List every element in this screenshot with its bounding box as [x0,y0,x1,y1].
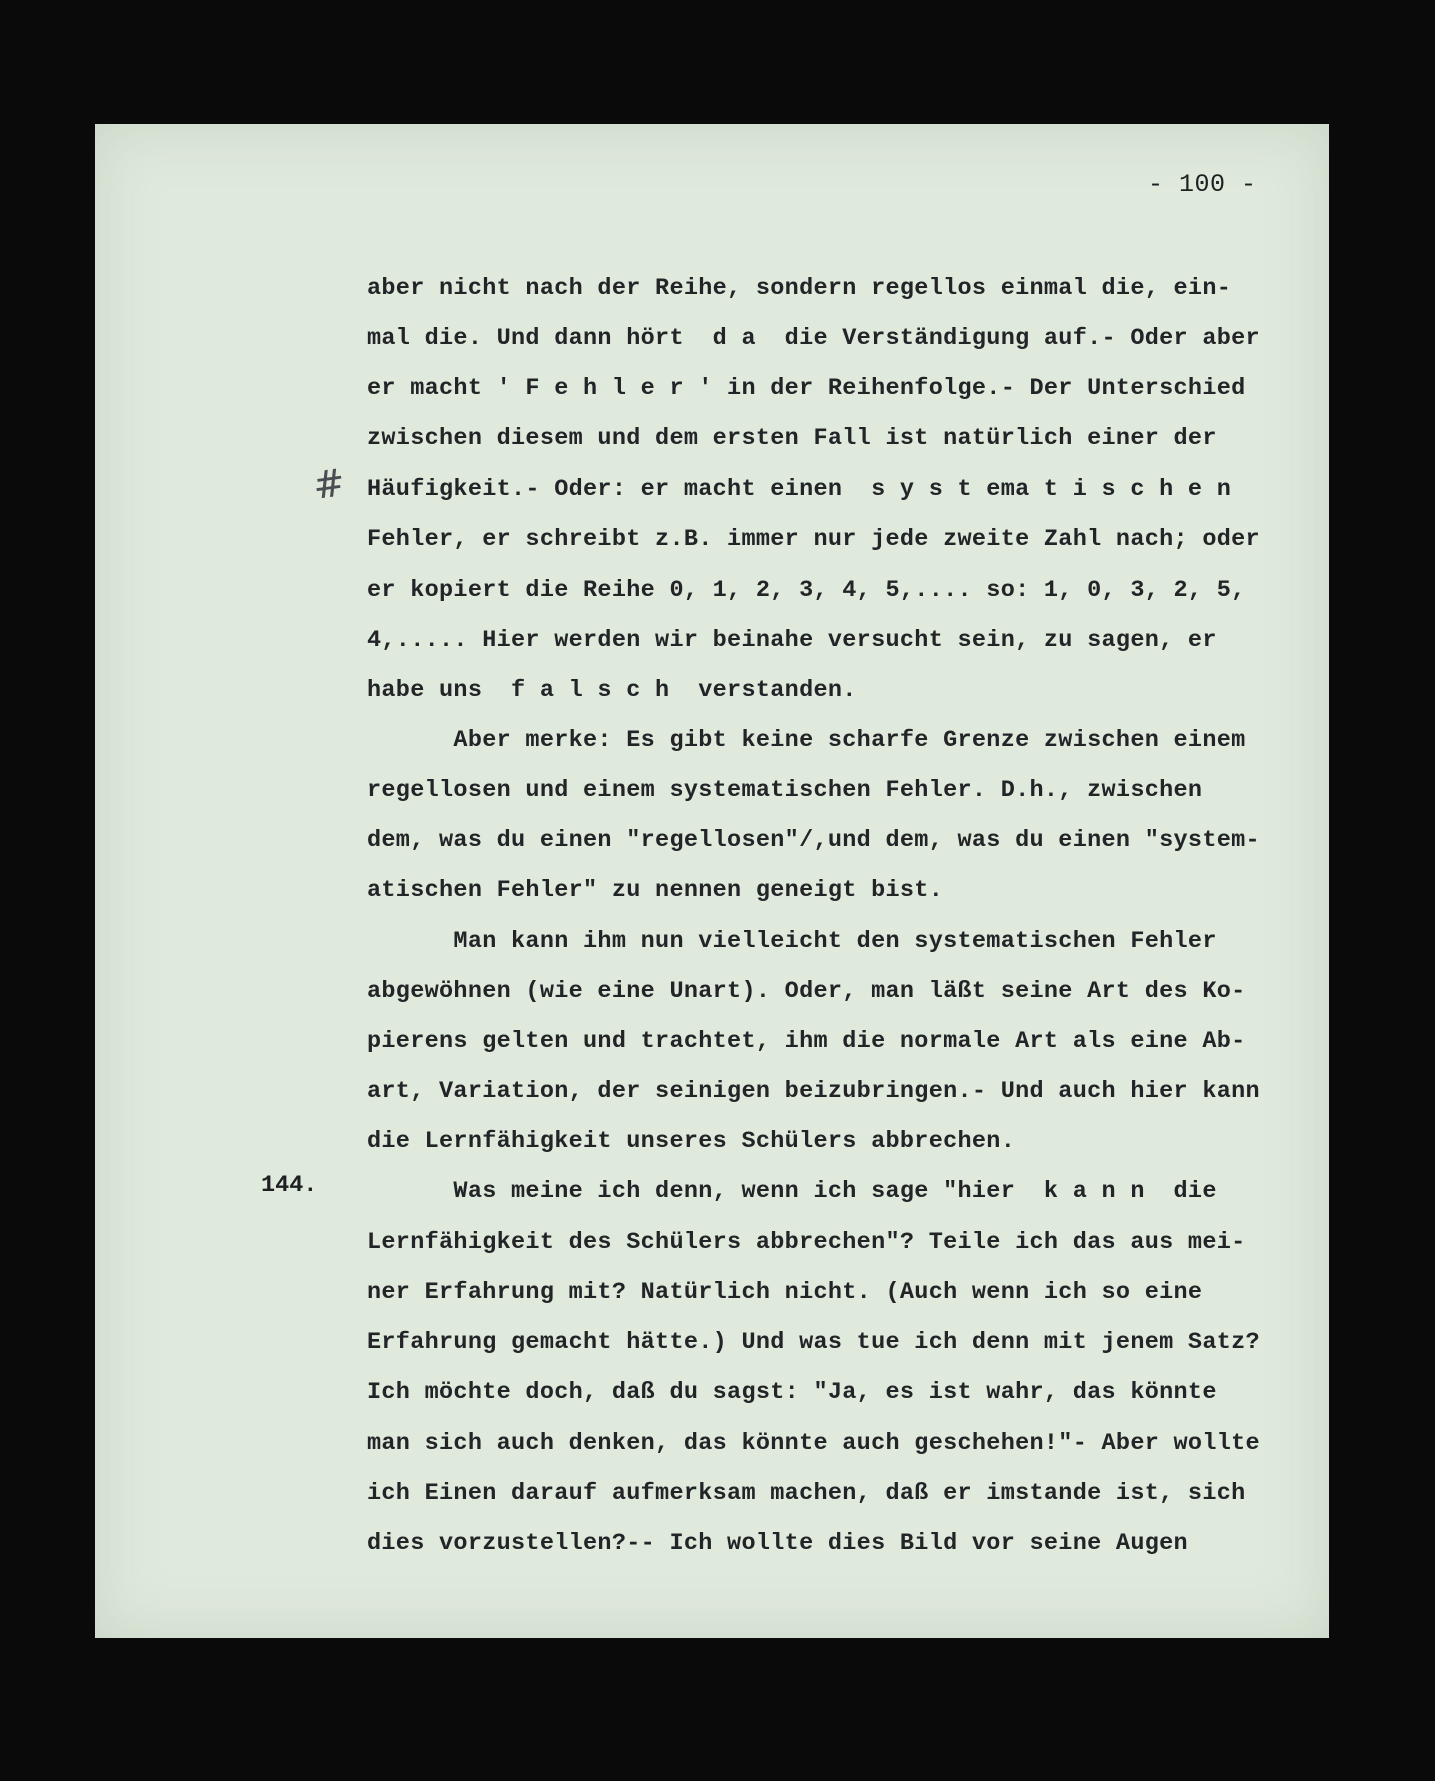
text-line: er kopiert die Reihe 0, 1, 2, 3, 4, 5,.... so: 1, 0, 3, 2, 5, [367,577,1246,604]
text-line: er macht ' F e h l e r ' in der Reihenfolge.- Der Unterschied [367,375,1246,402]
text-line: Häufigkeit.- Oder: er macht einen s y s t ema t i s c h e n [367,476,1232,503]
text-line: Was meine ich denn, wenn ich sage "hier k a n n die [367,1178,1217,1205]
text-line: aber nicht nach der Reihe, sondern regellos einmal die, ein- [367,275,1232,302]
text-line: dem, was du einen "regellosen"/,und dem, was du einen "system- [367,827,1260,854]
handwritten-margin-mark: # [310,459,348,509]
page-number: - 100 - [1148,170,1257,199]
text-line: art, Variation, der seinigen beizubringen.- Und auch hier kann [367,1078,1260,1105]
text-line: dies vorzustellen?-- Ich wollte dies Bild vor seine Augen [367,1530,1188,1557]
text-line: Erfahrung gemacht hätte.) Und was tue ich denn mit jenem Satz? [367,1329,1260,1356]
text-line: man sich auch denken, das könnte auch geschehen!"- Aber wollte [367,1430,1260,1457]
paragraph-number: 144. [261,1172,318,1199]
text-line: Ich möchte doch, daß du sagst: "Ja, es ist wahr, das könnte [367,1379,1217,1406]
text-line: Lernfähigkeit des Schülers abbrechen"? Teile ich das aus mei- [367,1229,1246,1256]
text-line: Fehler, er schreibt z.B. immer nur jede zweite Zahl nach; oder [367,526,1260,553]
text-line: 4,..... Hier werden wir beinahe versucht sein, zu sagen, er [367,627,1217,654]
text-line: Man kann ihm nun vielleicht den systematischen Fehler [367,928,1217,955]
text-line: ner Erfahrung mit? Natürlich nicht. (Auch wenn ich so eine [367,1279,1203,1306]
text-line: die Lernfähigkeit unseres Schülers abbrechen. [367,1128,1016,1155]
text-line: habe uns f a l s c h verstanden. [367,677,857,704]
text-line: abgewöhnen (wie eine Unart). Oder, man läßt seine Art des Ko- [367,978,1246,1005]
text-line: atischen Fehler" zu nennen geneigt bist. [367,877,944,904]
typewritten-page [95,124,1329,1638]
text-line: mal die. Und dann hört d a die Verständigung auf.- Oder aber [367,325,1260,352]
text-line: Aber merke: Es gibt keine scharfe Grenze zwischen einem [367,727,1246,754]
text-line: ich Einen darauf aufmerksam machen, daß er imstande ist, sich [367,1480,1246,1507]
text-line: pierens gelten und trachtet, ihm die normale Art als eine Ab- [367,1028,1246,1055]
text-line: regellosen und einem systematischen Fehler. D.h., zwischen [367,777,1203,804]
text-line: zwischen diesem und dem ersten Fall ist natürlich einer der [367,425,1217,452]
